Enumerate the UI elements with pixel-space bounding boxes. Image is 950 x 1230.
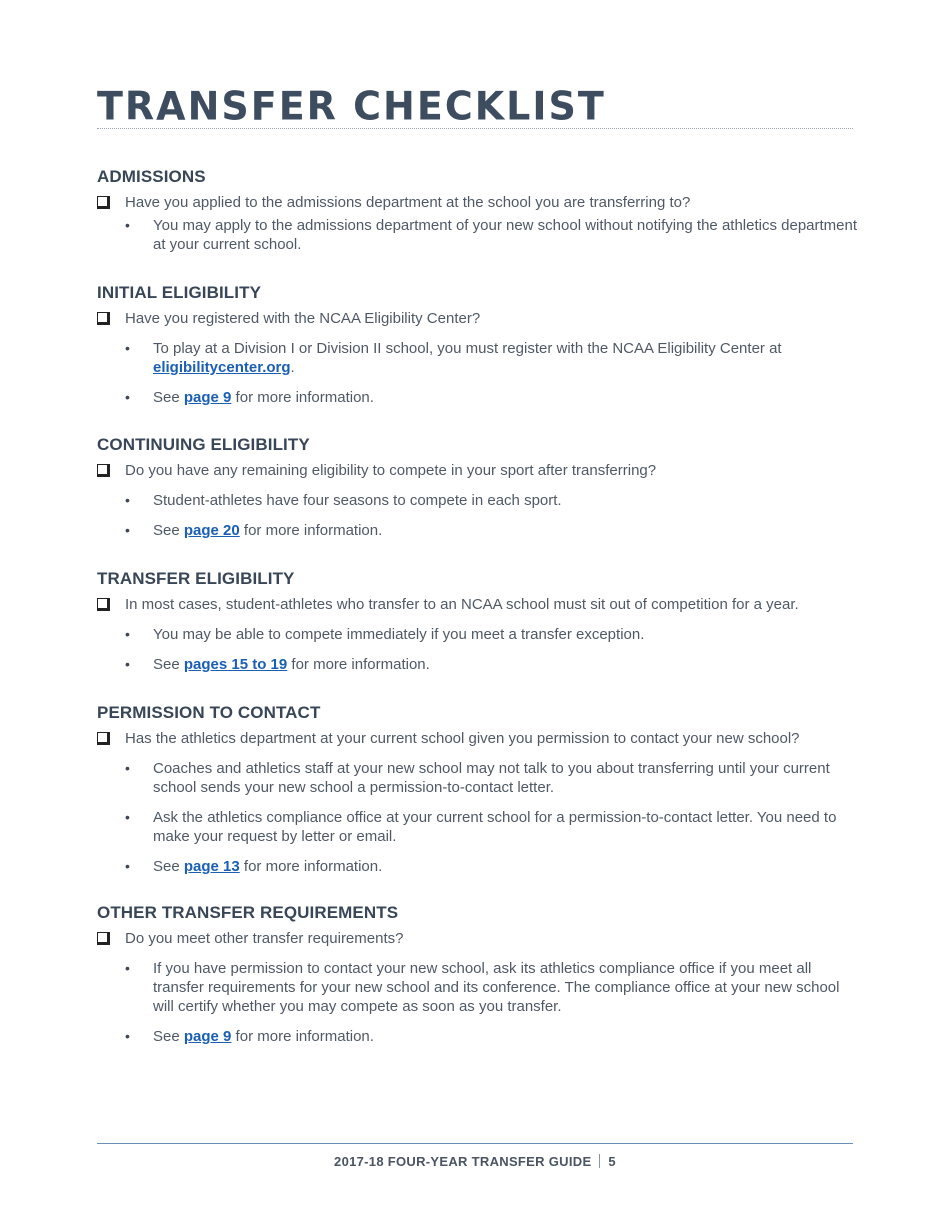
page-footer xyxy=(0,1154,950,1169)
checkbox[interactable] xyxy=(97,312,110,325)
bullet-icon: • xyxy=(125,522,130,538)
list-item: • If you have permission to contact your new school, ask its athletics compliance office if you meet all transfer requirements for your new school and its conference. The compliance office at your new school will certify whether you may compete as soon as you transfer. xyxy=(125,960,840,1015)
list-item: • Ask the athletics compliance office at your current school for a permission-to-contact letter. You need to make your request by letter or email. xyxy=(125,809,837,845)
checkbox[interactable] xyxy=(97,464,110,477)
list-item: • See pages 15 to 19 for more information. xyxy=(125,656,430,673)
list-item: • Coaches and athletics staff at your new school may not talk to you about transferring until your current school sends your new school a permission-to-contact letter. xyxy=(125,760,830,796)
bullet-icon: • xyxy=(125,626,130,642)
list-item: • See page 13 for more information. xyxy=(125,858,383,875)
checklist-item xyxy=(97,461,857,480)
page-title: TRANSFER CHECKLIST xyxy=(97,83,606,129)
title-divider xyxy=(97,128,853,129)
page-link[interactable]: page 9 xyxy=(183,1028,232,1045)
page-number: 5 xyxy=(608,1154,616,1169)
section-heading: TRANSFER ELIGIBILITY xyxy=(97,569,295,588)
list-item: • Student-athletes have four seasons to compete in each sport. xyxy=(125,492,562,509)
page-link[interactable]: page 20 xyxy=(183,522,240,539)
checklist-item xyxy=(97,595,857,614)
bullet-icon: • xyxy=(125,492,130,508)
checkbox[interactable] xyxy=(97,196,110,209)
section-heading: OTHER TRANSFER REQUIREMENTS xyxy=(97,903,399,922)
list-item: • See page 20 for more information. xyxy=(125,522,383,539)
list-item: • See page 9 for more information. xyxy=(125,389,374,406)
checklist-question: Do you have any remaining eligibility to compete in your sport after transferring? xyxy=(125,462,657,479)
list-item: • You may apply to the admissions department of your new school without notifying the athletics department at your current school. xyxy=(125,217,858,253)
footer-separator xyxy=(599,1154,600,1168)
list-item: • See page 9 for more information. xyxy=(125,1028,374,1045)
checklist-item xyxy=(97,929,857,948)
section-transfer-eligibility xyxy=(97,569,857,674)
bullet-icon: • xyxy=(125,340,130,356)
checklist-item xyxy=(97,193,857,212)
section-admissions xyxy=(97,167,857,254)
checkbox[interactable] xyxy=(97,598,110,611)
section-heading: ADMISSIONS xyxy=(97,167,206,186)
footer-guide-title: 2017-18 FOUR-YEAR TRANSFER GUIDE xyxy=(334,1154,592,1169)
section-permission-to-contact xyxy=(97,703,857,876)
bullet-icon: • xyxy=(125,809,130,825)
checklist-question: Have you registered with the NCAA Eligibility Center? xyxy=(125,310,481,327)
checklist-question: In most cases, student-athletes who transfer to an NCAA school must sit out of competition for a year. xyxy=(125,596,799,613)
bullet-icon: • xyxy=(125,389,130,405)
bullet-icon: • xyxy=(125,760,130,776)
checklist-question: Has the athletics department at your current school given you permission to contact your new school? xyxy=(125,730,800,747)
list-item: • To play at a Division I or Division II school, you must register with the NCAA Eligibility Center at eligibilitycenter.org. xyxy=(125,340,782,376)
section-heading: PERMISSION TO CONTACT xyxy=(97,703,321,722)
checklist-question: Have you applied to the admissions department at the school you are transferring to? xyxy=(125,194,691,211)
bullet-icon: • xyxy=(125,858,130,874)
bullet-icon: • xyxy=(125,656,130,672)
section-continuing-eligibility xyxy=(97,435,857,540)
eligibility-center-link[interactable]: eligibilitycenter.org xyxy=(153,359,291,376)
page-link[interactable]: page 13 xyxy=(183,858,240,875)
checklist-question: Do you meet other transfer requirements? xyxy=(125,930,404,947)
section-heading: INITIAL ELIGIBILITY xyxy=(97,283,262,302)
checklist-item xyxy=(97,729,857,748)
checklist-item xyxy=(97,309,857,328)
page-link[interactable]: pages 15 to 19 xyxy=(183,656,288,673)
section-other-transfer-requirements xyxy=(97,903,857,1046)
footer-divider xyxy=(97,1143,853,1144)
section-initial-eligibility xyxy=(97,283,857,407)
bullet-icon: • xyxy=(125,960,130,976)
bullet-icon: • xyxy=(125,1028,130,1044)
checkbox[interactable] xyxy=(97,732,110,745)
section-heading: CONTINUING ELIGIBILITY xyxy=(97,435,310,454)
list-item: • You may be able to compete immediately if you meet a transfer exception. xyxy=(125,626,645,643)
page-link[interactable]: page 9 xyxy=(183,389,232,406)
bullet-icon: • xyxy=(125,217,130,233)
checkbox[interactable] xyxy=(97,932,110,945)
